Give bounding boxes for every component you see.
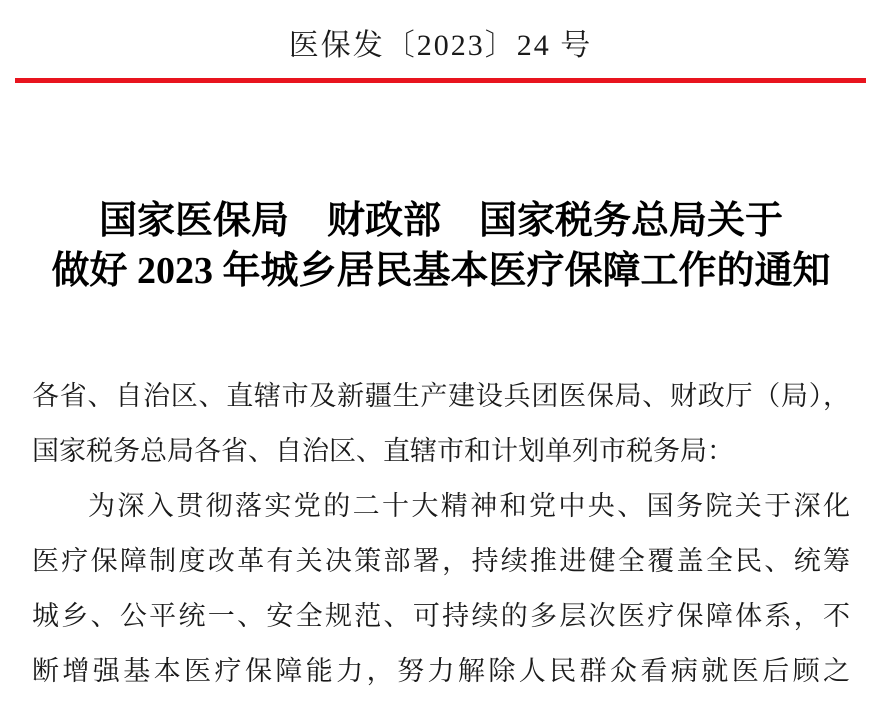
paragraph-line: 医疗保障制度改革有关决策部署，持续推进健全覆盖全民、统筹: [32, 546, 850, 576]
paragraph-line: 城乡、公平统一、安全规范、可持续的多层次医疗保障体系，不: [32, 601, 850, 631]
red-divider-line: [15, 78, 866, 83]
doc-number: 医保发〔2023〕24 号: [288, 29, 593, 62]
paragraph-line: 为深入贯彻落实党的二十大精神和党中央、国务院关于深化: [88, 491, 850, 521]
doc-title-line-2: 做好 2023 年城乡居民基本医疗保障工作的通知: [51, 250, 831, 292]
addressee-line: 国家税务总局各省、自治区、直辖市和计划单列市税务局：: [32, 436, 734, 466]
doc-title-line-1: 国家医保局 财政部 国家税务总局关于: [98, 200, 783, 242]
addressee-line: 各省、自治区、直辖市及新疆生产建设兵团医保局、财政厅（局），: [32, 381, 850, 411]
doc-body: [32, 369, 850, 699]
doc-title: [32, 196, 850, 296]
paragraph-line: 断增强基本医疗保障能力，努力解除人民群众看病就医后顾之: [32, 656, 850, 686]
